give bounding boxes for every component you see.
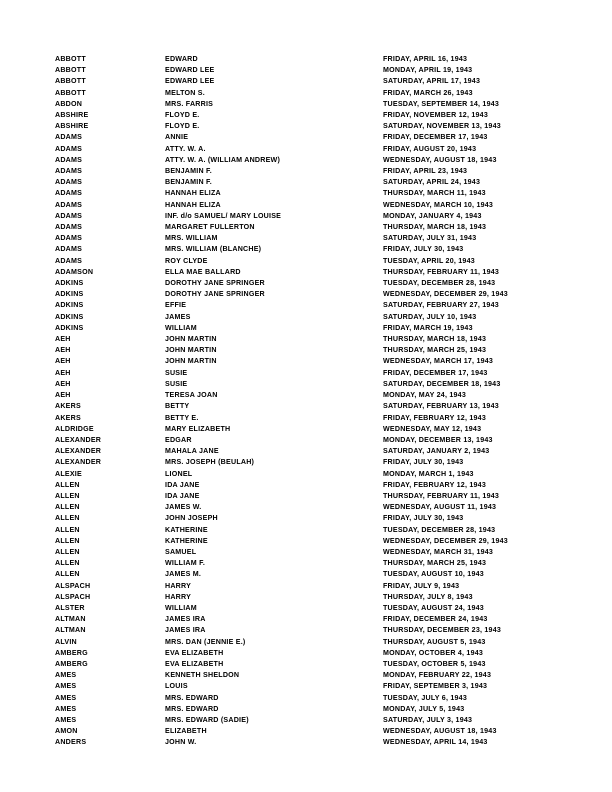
cell-surname: ABBOTT bbox=[55, 77, 86, 86]
cell-given-name: JAMES IRA bbox=[165, 626, 206, 635]
cell-given-name: MELTON S. bbox=[165, 88, 205, 97]
cell-surname: ALEXANDER bbox=[55, 458, 102, 467]
cell-surname: ALEXANDER bbox=[55, 435, 102, 444]
cell-surname: ALSTER bbox=[55, 603, 85, 612]
cell-surname: ADKINS bbox=[55, 290, 84, 299]
cell-publication-date: FRIDAY, MARCH 19, 1943 bbox=[383, 323, 473, 332]
cell-given-name: JOHN MARTIN bbox=[165, 357, 217, 366]
cell-given-name: KATHERINE bbox=[165, 525, 208, 534]
table-row bbox=[55, 513, 575, 524]
cell-publication-date: WEDNESDAY, MARCH 10, 1943 bbox=[383, 200, 494, 209]
cell-surname: AMON bbox=[55, 727, 78, 736]
cell-surname: ALLEN bbox=[55, 570, 80, 579]
cell-surname: ADAMS bbox=[55, 211, 83, 220]
table-row bbox=[55, 480, 575, 491]
cell-publication-date: FRIDAY, JULY 30, 1943 bbox=[383, 245, 464, 254]
cell-surname: AMES bbox=[55, 693, 77, 702]
table-row bbox=[55, 334, 575, 345]
table-row bbox=[55, 435, 575, 446]
table-row bbox=[55, 446, 575, 457]
table-row bbox=[55, 233, 575, 244]
table-row bbox=[55, 256, 575, 267]
cell-publication-date: WEDNESDAY, DECEMBER 29, 1943 bbox=[383, 290, 508, 299]
cell-given-name: JOHN W. bbox=[165, 738, 197, 747]
cell-surname: ABBOTT bbox=[55, 66, 86, 75]
cell-surname: ADAMS bbox=[55, 223, 83, 232]
table-row bbox=[55, 469, 575, 480]
cell-given-name: IDA JANE bbox=[165, 491, 200, 500]
table-row bbox=[55, 659, 575, 670]
table-row bbox=[55, 704, 575, 715]
cell-surname: ALLEN bbox=[55, 514, 80, 523]
table-row bbox=[55, 88, 575, 99]
cell-surname: ALVIN bbox=[55, 637, 77, 646]
cell-surname: AEH bbox=[55, 335, 71, 344]
cell-publication-date: THURSDAY, MARCH 18, 1943 bbox=[383, 335, 487, 344]
table-row bbox=[55, 502, 575, 513]
cell-surname: ALLEN bbox=[55, 547, 80, 556]
cell-given-name: IDA JANE bbox=[165, 480, 200, 489]
table-row bbox=[55, 413, 575, 424]
cell-given-name: KENNETH SHELDON bbox=[165, 671, 240, 680]
cell-publication-date: SATURDAY, JANUARY 2, 1943 bbox=[383, 447, 490, 456]
table-row bbox=[55, 648, 575, 659]
table-row bbox=[55, 681, 575, 692]
cell-publication-date: THURSDAY, MARCH 25, 1943 bbox=[383, 346, 487, 355]
cell-publication-date: WEDNESDAY, AUGUST 18, 1943 bbox=[383, 155, 497, 164]
cell-surname: ALTMAN bbox=[55, 626, 86, 635]
cell-given-name: MAHALA JANE bbox=[165, 447, 219, 456]
cell-publication-date: THURSDAY, FEBRUARY 11, 1943 bbox=[383, 267, 500, 276]
cell-publication-date: WEDNESDAY, MARCH 17, 1943 bbox=[383, 357, 494, 366]
cell-publication-date: MONDAY, OCTOBER 4, 1943 bbox=[383, 648, 484, 657]
cell-publication-date: FRIDAY, DECEMBER 17, 1943 bbox=[383, 368, 488, 377]
cell-surname: ADAMS bbox=[55, 155, 83, 164]
cell-publication-date: TUESDAY, JULY 6, 1943 bbox=[383, 693, 468, 702]
cell-surname: ALEXANDER bbox=[55, 447, 102, 456]
table-row bbox=[55, 54, 575, 65]
cell-surname: ADAMS bbox=[55, 234, 83, 243]
cell-publication-date: TUESDAY, AUGUST 10, 1943 bbox=[383, 570, 484, 579]
table-row bbox=[55, 356, 575, 367]
cell-publication-date: TUESDAY, DECEMBER 28, 1943 bbox=[383, 525, 496, 534]
table-row bbox=[55, 76, 575, 87]
cell-given-name: JAMES M. bbox=[165, 570, 202, 579]
cell-given-name: JOHN JOSEPH bbox=[165, 514, 218, 523]
table-row bbox=[55, 379, 575, 390]
cell-given-name: BETTY E. bbox=[165, 413, 199, 422]
cell-surname: ALEXIE bbox=[55, 469, 82, 478]
table-row bbox=[55, 614, 575, 625]
cell-given-name: EDGAR bbox=[165, 435, 192, 444]
table-row bbox=[55, 569, 575, 580]
cell-publication-date: TUESDAY, DECEMBER 28, 1943 bbox=[383, 279, 496, 288]
cell-given-name: WILLIAM bbox=[165, 603, 197, 612]
table-row bbox=[55, 323, 575, 334]
cell-given-name: MRS. EDWARD (SADIE) bbox=[165, 715, 249, 724]
cell-given-name: SUSIE bbox=[165, 368, 188, 377]
cell-surname: ABBOTT bbox=[55, 55, 86, 63]
table-row bbox=[55, 737, 575, 748]
table-row bbox=[55, 65, 575, 76]
cell-given-name: MRS. FARRIS bbox=[165, 99, 214, 108]
table-row bbox=[55, 200, 575, 211]
table-row bbox=[55, 637, 575, 648]
cell-given-name: MRS. JOSEPH (BEULAH) bbox=[165, 458, 255, 467]
cell-surname: ALSPACH bbox=[55, 581, 91, 590]
obituary-index-table bbox=[55, 54, 575, 749]
cell-surname: ABDON bbox=[55, 99, 83, 108]
cell-surname: AMES bbox=[55, 671, 77, 680]
table-row bbox=[55, 345, 575, 356]
cell-surname: ADAMS bbox=[55, 178, 83, 187]
cell-given-name: HANNAH ELIZA bbox=[165, 189, 221, 198]
table-row bbox=[55, 726, 575, 737]
obituary-index-body bbox=[55, 54, 575, 749]
table-row bbox=[55, 110, 575, 121]
cell-surname: AEH bbox=[55, 346, 71, 355]
table-row bbox=[55, 132, 575, 143]
cell-given-name: FLOYD E. bbox=[165, 122, 200, 131]
cell-publication-date: MONDAY, FEBRUARY 22, 1943 bbox=[383, 671, 492, 680]
table-row bbox=[55, 267, 575, 278]
cell-given-name: DOROTHY JANE SPRINGER bbox=[165, 279, 265, 288]
table-row bbox=[55, 222, 575, 233]
cell-surname: ADAMS bbox=[55, 245, 83, 254]
table-row bbox=[55, 592, 575, 603]
table-row bbox=[55, 368, 575, 379]
cell-given-name: HARRY bbox=[165, 581, 192, 590]
cell-publication-date: TUESDAY, APRIL 20, 1943 bbox=[383, 256, 475, 265]
cell-given-name: EFFIE bbox=[165, 301, 187, 310]
cell-given-name: ELLA MAE BALLARD bbox=[165, 267, 241, 276]
cell-surname: AKERS bbox=[55, 413, 81, 422]
cell-publication-date: FRIDAY, SEPTEMBER 3, 1943 bbox=[383, 682, 488, 691]
cell-publication-date: MONDAY, APRIL 19, 1943 bbox=[383, 66, 473, 75]
table-row bbox=[55, 312, 575, 323]
cell-surname: ABSHIRE bbox=[55, 111, 89, 120]
cell-given-name: MRS. WILLIAM (BLANCHE) bbox=[165, 245, 262, 254]
cell-publication-date: THURSDAY, MARCH 11, 1943 bbox=[383, 189, 486, 198]
cell-surname: ALLEN bbox=[55, 503, 80, 512]
cell-surname: AEH bbox=[55, 391, 71, 400]
cell-publication-date: WEDNESDAY, AUGUST 18, 1943 bbox=[383, 727, 497, 736]
cell-publication-date: FRIDAY, JULY 9, 1943 bbox=[383, 581, 460, 590]
cell-surname: ADKINS bbox=[55, 323, 84, 332]
cell-surname: AMBERG bbox=[55, 659, 88, 668]
cell-surname: ADAMS bbox=[55, 144, 83, 153]
table-row bbox=[55, 401, 575, 412]
cell-surname: ADAMS bbox=[55, 256, 83, 265]
cell-publication-date: MONDAY, JANUARY 4, 1943 bbox=[383, 211, 482, 220]
table-row bbox=[55, 211, 575, 222]
cell-given-name: ATTY. W. A. (WILLIAM ANDREW) bbox=[165, 155, 281, 164]
cell-given-name: INF. d/o SAMUEL/ MARY LOUISE bbox=[165, 211, 282, 220]
cell-given-name: BENJAMIN F. bbox=[165, 178, 212, 187]
cell-publication-date: TUESDAY, AUGUST 24, 1943 bbox=[383, 603, 484, 612]
cell-surname: ADKINS bbox=[55, 279, 84, 288]
cell-surname: AEH bbox=[55, 368, 71, 377]
cell-surname: ALSPACH bbox=[55, 592, 91, 601]
cell-given-name: ROY CLYDE bbox=[165, 256, 208, 265]
cell-surname: ALLEN bbox=[55, 480, 80, 489]
cell-publication-date: WEDNESDAY, DECEMBER 29, 1943 bbox=[383, 536, 508, 545]
cell-given-name: MARGARET FULLERTON bbox=[165, 223, 255, 232]
table-row bbox=[55, 558, 575, 569]
cell-surname: ADAMS bbox=[55, 167, 83, 176]
cell-surname: AMES bbox=[55, 704, 77, 713]
table-row bbox=[55, 625, 575, 636]
cell-surname: AMES bbox=[55, 682, 77, 691]
cell-given-name: HARRY bbox=[165, 592, 192, 601]
cell-given-name: EDWARD bbox=[165, 55, 198, 63]
cell-publication-date: WEDNESDAY, MAY 12, 1943 bbox=[383, 424, 482, 433]
cell-surname: ABSHIRE bbox=[55, 122, 89, 131]
cell-publication-date: SATURDAY, APRIL 24, 1943 bbox=[383, 178, 481, 187]
table-row bbox=[55, 547, 575, 558]
table-row bbox=[55, 525, 575, 536]
cell-given-name: DOROTHY JANE SPRINGER bbox=[165, 290, 265, 299]
cell-given-name: BETTY bbox=[165, 402, 190, 411]
cell-publication-date: TUESDAY, OCTOBER 5, 1943 bbox=[383, 659, 486, 668]
cell-given-name: LOUIS bbox=[165, 682, 188, 691]
table-row bbox=[55, 155, 575, 166]
cell-surname: ADAMS bbox=[55, 200, 83, 209]
cell-surname: AMES bbox=[55, 715, 77, 724]
table-row bbox=[55, 121, 575, 132]
cell-surname: ANDERS bbox=[55, 738, 87, 747]
cell-given-name: JOHN MARTIN bbox=[165, 346, 217, 355]
table-row bbox=[55, 581, 575, 592]
cell-surname: ADAMS bbox=[55, 133, 83, 142]
cell-publication-date: FRIDAY, APRIL 16, 1943 bbox=[383, 55, 468, 63]
cell-surname: ADKINS bbox=[55, 301, 84, 310]
cell-given-name: MARY ELIZABETH bbox=[165, 424, 231, 433]
table-row bbox=[55, 715, 575, 726]
cell-given-name: LIONEL bbox=[165, 469, 193, 478]
table-row bbox=[55, 536, 575, 547]
cell-surname: ALDRIDGE bbox=[55, 424, 94, 433]
table-row bbox=[55, 300, 575, 311]
cell-given-name: EVA ELIZABETH bbox=[165, 659, 224, 668]
cell-given-name: JAMES W. bbox=[165, 503, 202, 512]
table-row bbox=[55, 491, 575, 502]
cell-given-name: BENJAMIN F. bbox=[165, 167, 212, 176]
table-row bbox=[55, 177, 575, 188]
cell-publication-date: TUESDAY, SEPTEMBER 14, 1943 bbox=[383, 99, 500, 108]
cell-given-name: JAMES IRA bbox=[165, 615, 206, 624]
table-row bbox=[55, 457, 575, 468]
cell-surname: ALLEN bbox=[55, 559, 80, 568]
cell-publication-date: FRIDAY, FEBRUARY 12, 1943 bbox=[383, 413, 487, 422]
cell-given-name: TERESA JOAN bbox=[165, 391, 218, 400]
cell-given-name: MRS. EDWARD bbox=[165, 704, 219, 713]
table-row bbox=[55, 278, 575, 289]
table-row bbox=[55, 390, 575, 401]
cell-surname: ALLEN bbox=[55, 491, 80, 500]
cell-publication-date: FRIDAY, FEBRUARY 12, 1943 bbox=[383, 480, 487, 489]
table-row bbox=[55, 99, 575, 110]
cell-given-name: MRS. WILLIAM bbox=[165, 234, 218, 243]
table-row bbox=[55, 188, 575, 199]
cell-publication-date: SATURDAY, FEBRUARY 27, 1943 bbox=[383, 301, 499, 310]
cell-publication-date: SATURDAY, APRIL 17, 1943 bbox=[383, 77, 481, 86]
cell-publication-date: THURSDAY, DECEMBER 23, 1943 bbox=[383, 626, 502, 635]
cell-surname: ALLEN bbox=[55, 536, 80, 545]
cell-publication-date: THURSDAY, AUGUST 5, 1943 bbox=[383, 637, 486, 646]
table-row bbox=[55, 244, 575, 255]
cell-surname: ADKINS bbox=[55, 312, 84, 321]
cell-surname: ADAMSON bbox=[55, 267, 94, 276]
cell-publication-date: SATURDAY, JULY 10, 1943 bbox=[383, 312, 477, 321]
cell-publication-date: WEDNESDAY, APRIL 14, 1943 bbox=[383, 738, 488, 747]
table-row bbox=[55, 289, 575, 300]
cell-given-name: FLOYD E. bbox=[165, 111, 200, 120]
cell-publication-date: MONDAY, MAY 24, 1943 bbox=[383, 391, 466, 400]
cell-publication-date: MONDAY, DECEMBER 13, 1943 bbox=[383, 435, 493, 444]
cell-publication-date: THURSDAY, MARCH 18, 1943 bbox=[383, 223, 487, 232]
cell-given-name: MRS. DAN (JENNIE E.) bbox=[165, 637, 246, 646]
cell-given-name: KATHERINE bbox=[165, 536, 208, 545]
cell-given-name: ANNIE bbox=[165, 133, 189, 142]
cell-publication-date: THURSDAY, JULY 8, 1943 bbox=[383, 592, 473, 601]
cell-surname: AMBERG bbox=[55, 648, 88, 657]
table-row bbox=[55, 670, 575, 681]
cell-given-name: EVA ELIZABETH bbox=[165, 648, 224, 657]
cell-publication-date: FRIDAY, DECEMBER 17, 1943 bbox=[383, 133, 488, 142]
cell-given-name: SAMUEL bbox=[165, 547, 197, 556]
cell-given-name: WILLIAM bbox=[165, 323, 197, 332]
cell-given-name: HANNAH ELIZA bbox=[165, 200, 221, 209]
cell-given-name: WILLIAM F. bbox=[165, 559, 206, 568]
cell-publication-date: FRIDAY, AUGUST 20, 1943 bbox=[383, 144, 477, 153]
cell-publication-date: FRIDAY, JULY 30, 1943 bbox=[383, 514, 464, 523]
cell-publication-date: MONDAY, MARCH 1, 1943 bbox=[383, 469, 474, 478]
cell-publication-date: WEDNESDAY, MARCH 31, 1943 bbox=[383, 547, 494, 556]
cell-given-name: ELIZABETH bbox=[165, 727, 207, 736]
cell-surname: AEH bbox=[55, 379, 71, 388]
cell-publication-date: SATURDAY, JULY 3, 1943 bbox=[383, 715, 473, 724]
cell-publication-date: FRIDAY, MARCH 26, 1943 bbox=[383, 88, 473, 97]
table-row bbox=[55, 424, 575, 435]
table-row bbox=[55, 603, 575, 614]
cell-publication-date: FRIDAY, APRIL 23, 1943 bbox=[383, 167, 468, 176]
cell-surname: AEH bbox=[55, 357, 71, 366]
cell-given-name: JOHN MARTIN bbox=[165, 335, 217, 344]
table-row bbox=[55, 166, 575, 177]
cell-publication-date: SATURDAY, NOVEMBER 13, 1943 bbox=[383, 122, 501, 131]
cell-surname: ALLEN bbox=[55, 525, 80, 534]
cell-publication-date: SATURDAY, DECEMBER 18, 1943 bbox=[383, 379, 501, 388]
cell-publication-date: THURSDAY, MARCH 25, 1943 bbox=[383, 559, 487, 568]
cell-publication-date: THURSDAY, FEBRUARY 11, 1943 bbox=[383, 491, 500, 500]
cell-given-name: EDWARD LEE bbox=[165, 77, 215, 86]
cell-surname: ABBOTT bbox=[55, 88, 86, 97]
cell-publication-date: MONDAY, JULY 5, 1943 bbox=[383, 704, 465, 713]
table-row bbox=[55, 144, 575, 155]
cell-given-name: MRS. EDWARD bbox=[165, 693, 219, 702]
cell-surname: ADAMS bbox=[55, 189, 83, 198]
cell-given-name: EDWARD LEE bbox=[165, 66, 215, 75]
cell-surname: AKERS bbox=[55, 402, 81, 411]
cell-publication-date: FRIDAY, NOVEMBER 12, 1943 bbox=[383, 111, 488, 120]
cell-given-name: ATTY. W. A. bbox=[165, 144, 206, 153]
cell-publication-date: SATURDAY, JULY 31, 1943 bbox=[383, 234, 477, 243]
cell-given-name: SUSIE bbox=[165, 379, 188, 388]
cell-given-name: JAMES bbox=[165, 312, 191, 321]
cell-publication-date: SATURDAY, FEBRUARY 13, 1943 bbox=[383, 402, 499, 411]
cell-surname: ALTMAN bbox=[55, 615, 86, 624]
table-row bbox=[55, 693, 575, 704]
cell-publication-date: FRIDAY, JULY 30, 1943 bbox=[383, 458, 464, 467]
cell-publication-date: WEDNESDAY, AUGUST 11, 1943 bbox=[383, 503, 497, 512]
cell-publication-date: FRIDAY, DECEMBER 24, 1943 bbox=[383, 615, 488, 624]
